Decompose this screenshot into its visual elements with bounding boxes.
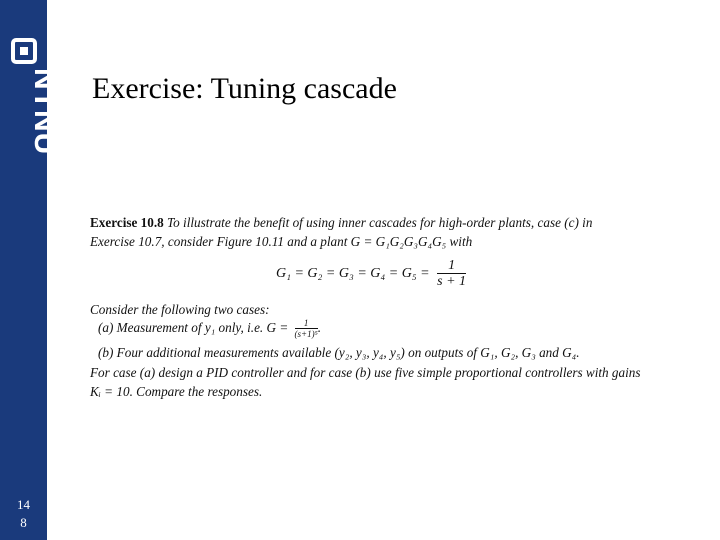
equation-lhs: G₁ = G₂ = G₃ = G₄ = G₅ = — [276, 266, 430, 282]
case-a-denominator: (s+1)⁵ — [294, 329, 318, 339]
case-a-line — [98, 319, 321, 339]
exercise-text-2: Exercise 10.7, consider Figure 10.11 and a plant — [90, 234, 348, 249]
equation-fraction — [437, 259, 466, 289]
equation — [276, 259, 466, 289]
final-line-1: For case (a) design a PID controller and for case (b) use five simple proportional controllers with gains — [90, 365, 641, 380]
case-a-text: (a) Measurement of y₁ only, i.e. G = — [98, 320, 289, 336]
case-b-line: (b) Four additional measurements available (y₂, y₃, y₄, y₅) on outputs of G₁, G₂, G₃ and G₄. — [98, 345, 580, 360]
consider-line: Consider the following two cases: — [90, 302, 270, 317]
equation-denominator: s + 1 — [437, 274, 467, 289]
final-line-2: Kᵢ = 10. Compare the responses. — [90, 384, 263, 399]
exercise-line-2 — [90, 234, 472, 250]
exercise-line-1 — [90, 215, 592, 231]
case-a-fraction — [295, 319, 318, 339]
page-number — [0, 496, 47, 532]
page-number-top: 14 — [17, 497, 30, 512]
slide-title: Exercise: Tuning cascade — [92, 72, 397, 105]
exercise-text-2b: with — [449, 234, 473, 249]
case-a-numerator: 1 — [295, 319, 318, 329]
ntnu-logo — [0, 0, 61, 200]
page-number-bottom: 8 — [20, 515, 27, 530]
logo-text: NTNU — [28, 68, 61, 156]
case-a-period: . — [317, 320, 322, 336]
exercise-text-1: To illustrate the benefit of using inner cascades for high-order plants, case (c) in — [167, 215, 593, 230]
equation-numerator: 1 — [437, 259, 466, 274]
sidebar — [0, 0, 61, 540]
plant-formula: G = G₁G₂G₃G₄G₅ — [350, 234, 447, 249]
exercise-heading: Exercise 10.8 — [90, 215, 164, 230]
